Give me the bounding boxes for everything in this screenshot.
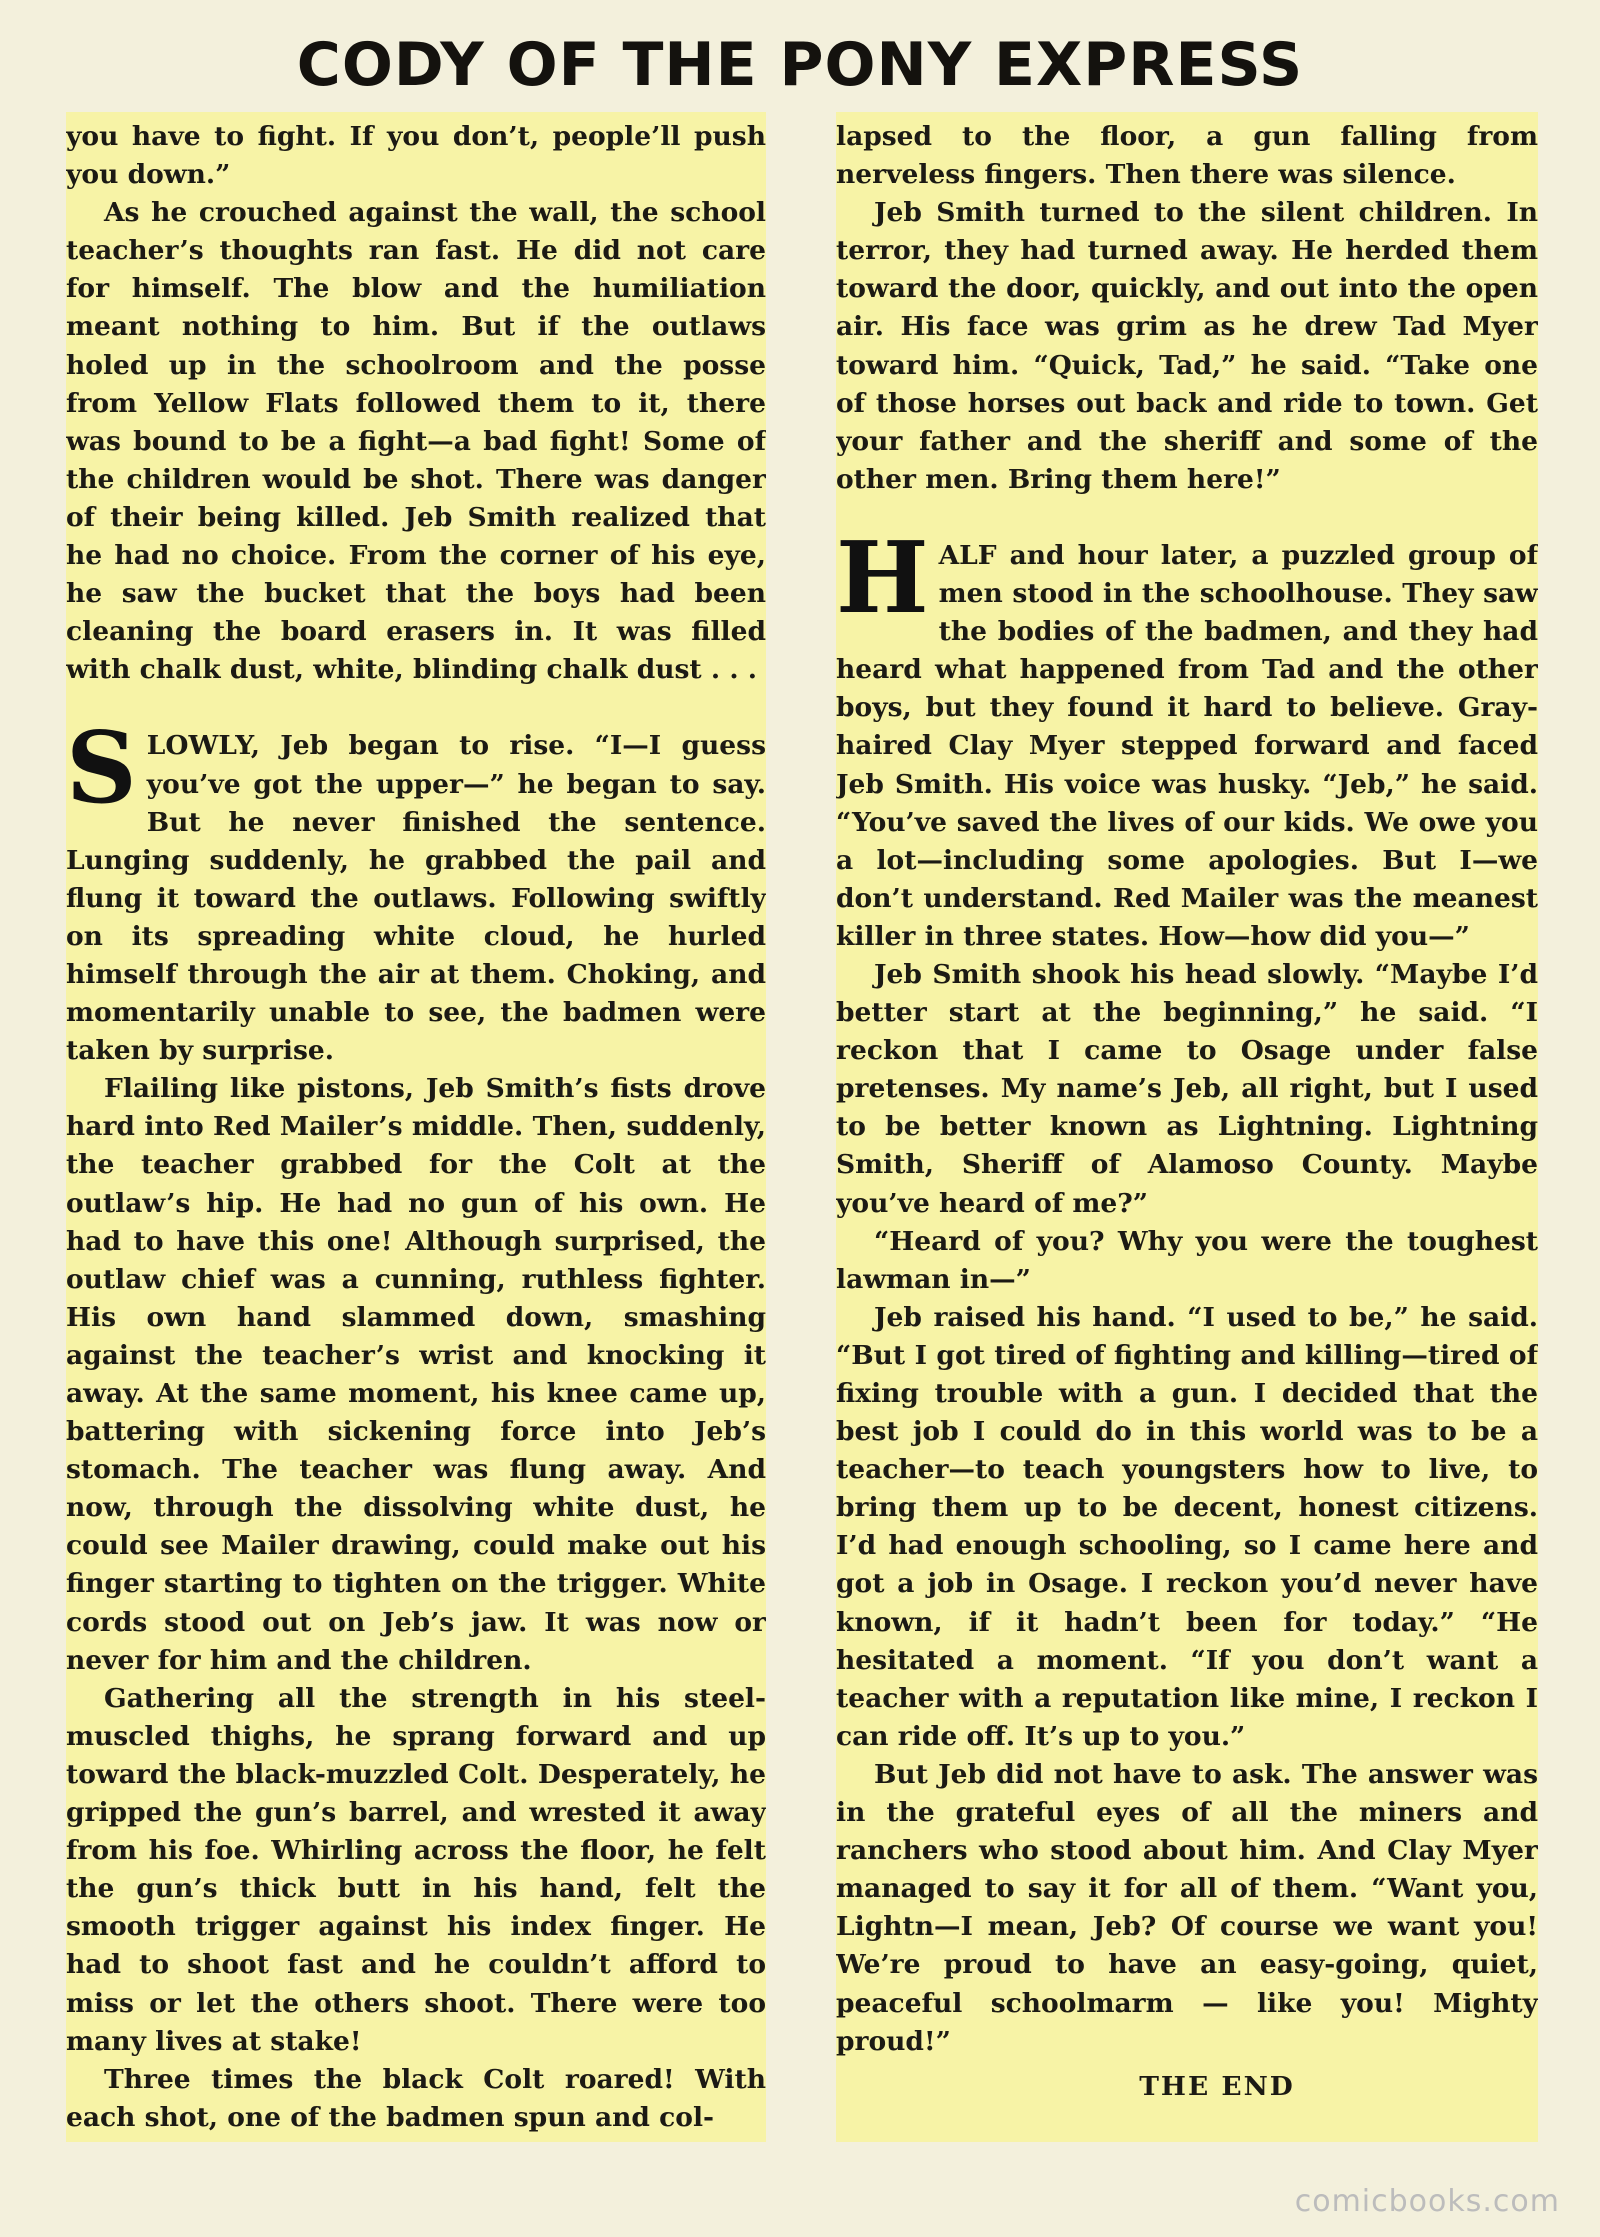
paragraph-text: ALF and hour later, a puzzled group of men stood in the schoolhouse. They saw the bodies of the badmen, and they had heard what happened from Tad and the other boys, but they found it hard to believe. Gray-haired Clay Myer stepped forward and faced Jeb Smith. His voice was husky. “Jeb,” he said. “You’ve saved the lives of our kids. We owe you a lot—including some apologies. But I—we don’t understand. Red Mailer was the meanest killer in three states. How—how did you—”	[836, 539, 1538, 952]
paragraph: Flailing like pistons, Jeb Smith’s fists drove hard into Red Mailer’s middle. Then, suddenly, the teacher grabbed for the Colt at the outlaw’s hip. He had no gun of his own. He had to have this one! Although surprised, the outlaw chief was a cunning, ruthless fighter. His own hand slammed down, smashing against the teacher’s wrist and knocking it away. At the same moment, his knee came up, battering with sickening force into Jeb’s stomach. The teacher was flung away. And now, through the dissolving white dust, he could see Mailer drawing, could make out his finger starting to tighten on the trigger. White cords stood out on Jeb’s jaw. It was now or never for him and the children.	[66, 1073, 766, 1676]
drop-cap: S	[66, 711, 137, 827]
paragraph-with-dropcap	[836, 520, 1538, 956]
left-text-column	[66, 112, 766, 2142]
paragraph: “Heard of you? Why you were the toughest lawman in—”	[836, 1225, 1538, 1295]
paragraph-with-dropcap	[66, 711, 766, 1070]
site-watermark: comicbooks.com	[1294, 2184, 1560, 2219]
paragraph: Jeb Smith shook his head slowly. “Maybe I’d better start at the beginning,” he said. “I reckon that I came to Osage under false pretenses. My name’s Jeb, all right, but I used to be better known as Lightning. Lightning Smith, Sheriff of Alamoso County. Maybe you’ve heard of me?”	[836, 958, 1538, 1219]
paragraph-text: LOWLY, Jeb began to rise. “I—I guess you’ve got the upper—” he began to say. But he never finished the sentence. Lunging suddenly, he grabbed the pail and flung it toward the outlaws. Following swiftly on its spreading white cloud, he hurled himself through the air at them. Choking, and momentarily unable to see, the badmen were taken by surprise.	[66, 730, 766, 1067]
paragraph: Jeb raised his hand. “I used to be,” he said. “But I got tired of fighting and killing—tired of fixing trouble with a gun. I decided that the best job I could do in this world was to be a teacher—to teach youngsters how to live, to bring them up to be decent, honest citizens. I’d had enough schooling, so I came here and got a job in Osage. I reckon you’d never have known, if it hadn’t been for today.” “He hesitated a moment. “If you don’t want a teacher with a reputation like mine, I reckon I can ride off. It’s up to you.”	[836, 1301, 1538, 1752]
paragraph: Jeb Smith turned to the silent children. In terror, they had turned away. He herded them toward the door, quickly, and out into the open air. His face was grim as he drew Tad Myer toward him. “Quick, Tad,” he said. “Take one of those horses out back and ride to town. Get your father and the sheriff and some of the other men. Bring them here!”	[836, 197, 1538, 495]
the-end-label: THE END	[1139, 2070, 1295, 2102]
story-title: CODY OF THE PONY EXPRESS	[296, 30, 1304, 100]
paragraph: lapsed to the floor, a gun falling from nerveless fingers. Then there was silence.	[836, 121, 1538, 191]
paragraph: you have to fight. If you don’t, people’ll push you down.”	[66, 121, 766, 191]
paragraph: As he crouched against the wall, the school teacher’s thoughts ran fast. He did not care for himself. The blow and the humiliation meant nothing to him. But if the outlaws holed up in the schoolroom and the posse from Yellow Flats followed them to it, there was bound to be a fight—a bad fight! Some of the children would be shot. There was danger of their being killed. Jeb Smith realized that he had no choice. From the corner of his eye, he saw the bucket that the boys had been cleaning the board erasers in. It was filled with chalk dust, white, blinding chalk dust . . .	[66, 197, 766, 686]
drop-cap: H	[836, 520, 929, 636]
right-text-column	[836, 112, 1538, 2142]
paragraph: Gathering all the strength in his steel-muscled thighs, he sprang forward and up toward the black-muzzled Colt. Desperately, he gripped the gun’s barrel, and wrested it away from his foe. Whirling across the floor, he felt the gun’s thick butt in his hand, felt the smooth trigger against his index finger. He had to shoot fast and he couldn’t afford to miss or let the others shoot. There were too many lives at stake!	[66, 1682, 766, 2057]
paragraph: But Jeb did not have to ask. The answer was in the grateful eyes of all the miners and ranchers who stood about him. And Clay Myer managed to say it for all of them. “Want you, Lightn—I mean, Jeb? Of course we want you! We’re proud to have an easy-going, quiet, peaceful schoolmarm — like you! Mighty proud!”	[836, 1758, 1538, 2057]
paragraph: Three times the black Colt roared! With each shot, one of the badmen spun and col-	[66, 2063, 766, 2133]
